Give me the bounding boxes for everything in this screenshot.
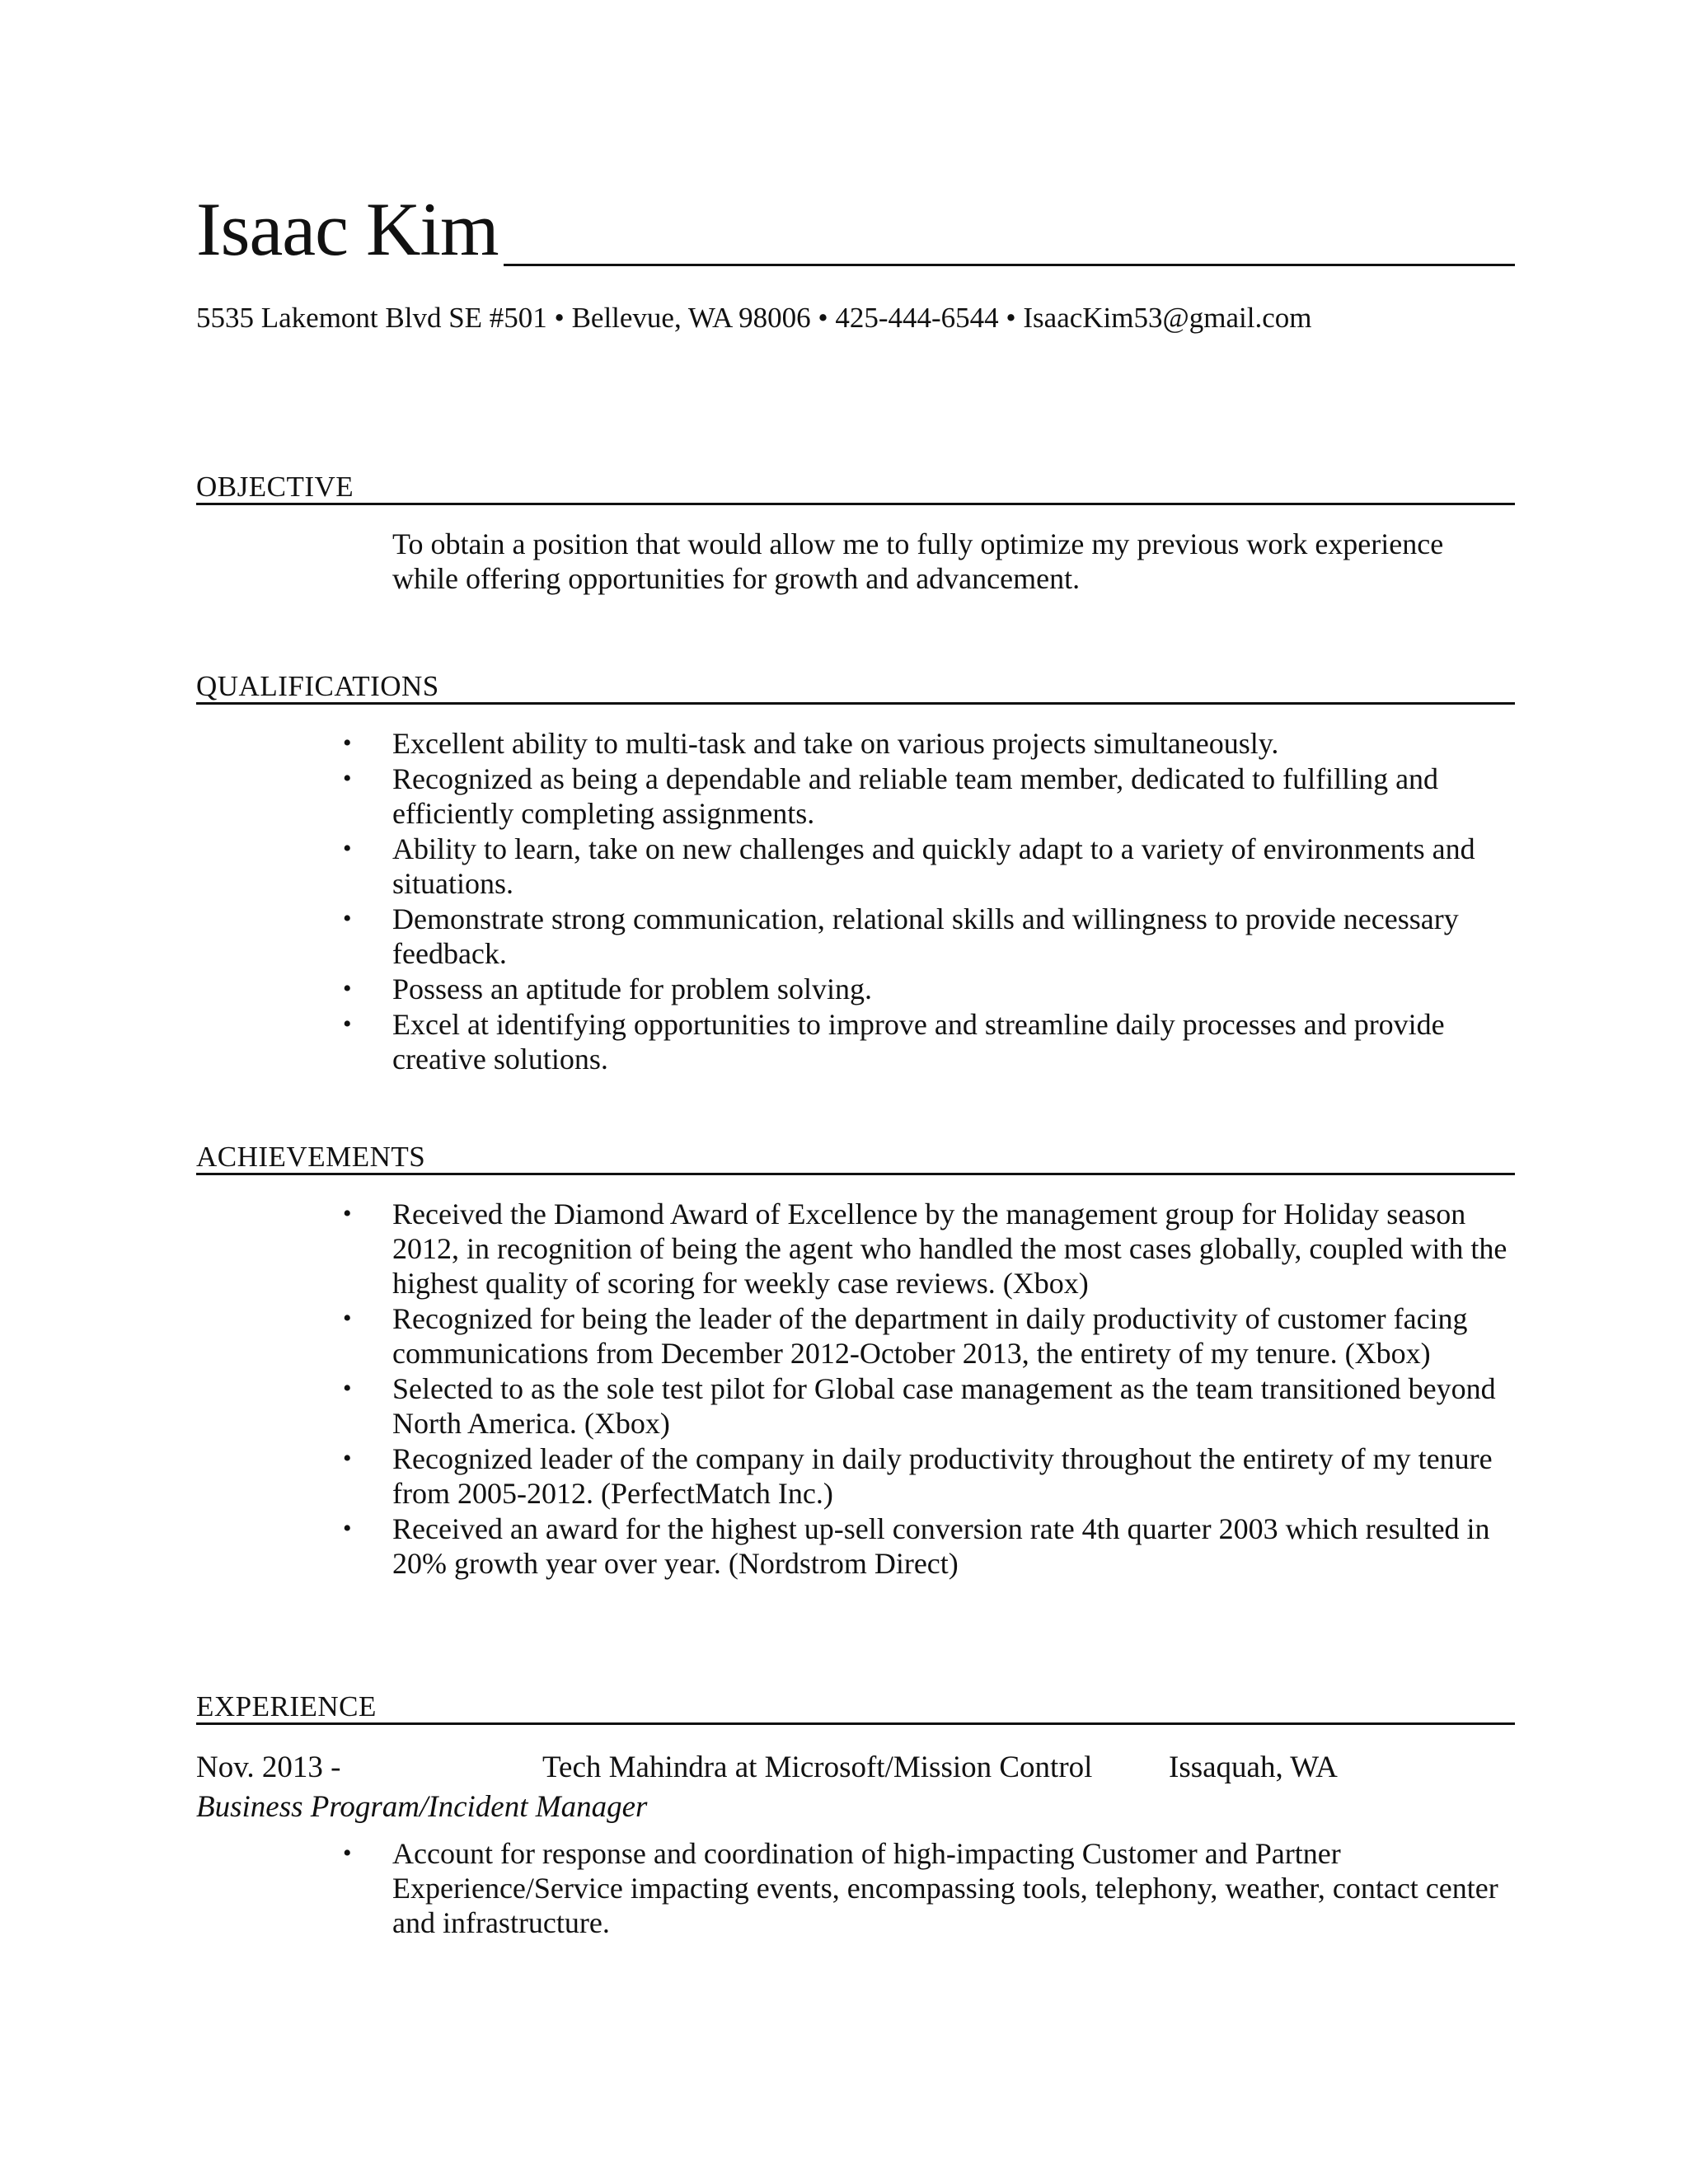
list-item: • Received an award for the highest up-sell conversion rate 4th quarter 2003 which resulted in 20% growth year over year. (Nordstrom Direct) xyxy=(343,1512,1490,1580)
job-company: Tech Mahindra at Microsoft/Mission Control xyxy=(542,1750,1093,1784)
list-item: • Account for response and coordination of high-impacting Customer and Partner Experience/Service impacting events, encompassing tools, telephony, weather, contact center and infrastructure. xyxy=(343,1837,1498,1939)
bullet-icon: • xyxy=(343,1010,352,1038)
job-header-row xyxy=(196,1750,1515,1789)
list-item: • Received the Diamond Award of Excellence by the management group for Holiday season 2012, in recognition of being the agent who handled the most cases globally, coupled with the highest quality of scoring for weekly case reviews. (Xbox) xyxy=(343,1197,1507,1300)
qualifications-heading: QUALIFICATIONS xyxy=(196,670,439,702)
bullet-icon: • xyxy=(343,1840,352,1867)
qualifications-heading-rule xyxy=(196,669,1515,705)
bullet-icon: • xyxy=(343,905,352,932)
list-item: • Recognized leader of the company in daily productivity throughout the entirety of my tenure from 2005-2012. (PerfectMatch Inc.) xyxy=(343,1442,1493,1510)
bullet-icon: • xyxy=(343,765,352,792)
list-item: • Recognized as being a dependable and reliable team member, dedicated to fulfilling and efficiently completing assignments. xyxy=(343,762,1439,830)
candidate-name: Isaac Kim xyxy=(196,191,504,267)
list-item: • Excel at identifying opportunities to improve and streamline daily processes and provide creative solutions. xyxy=(343,1008,1445,1076)
objective-heading-rule xyxy=(196,470,1515,505)
experience-heading: EXPERIENCE xyxy=(196,1690,377,1722)
achievements-section xyxy=(196,1140,1515,1582)
job-dates: Nov. 2013 - xyxy=(196,1750,341,1784)
qualifications-section xyxy=(196,669,1515,1077)
experience-heading-rule xyxy=(196,1690,1515,1725)
job-duties-list xyxy=(343,1836,1530,1940)
achievements-heading: ACHIEVEMENTS xyxy=(196,1141,426,1173)
bullet-icon: • xyxy=(343,1305,352,1332)
list-item: • Selected to as the sole test pilot for Global case management as the team transitioned beyond North America. (Xbox) xyxy=(343,1372,1496,1440)
contact-line: 5535 Lakemont Blvd SE #501 • Bellevue, WA 98006 • 425-444-6544 • IsaacKim53@gmail.com xyxy=(196,302,1312,334)
bullet-icon: • xyxy=(343,729,352,757)
achievements-list xyxy=(343,1197,1530,1581)
list-item: • Excellent ability to multi-task and take on various projects simultaneously. xyxy=(343,727,1279,760)
bullet-icon: • xyxy=(343,835,352,862)
objective-section xyxy=(196,470,1515,596)
list-item: • Recognized for being the leader of the department in daily productivity of customer facing communications from December 2012-October 2013, the entirety of my tenure. (Xbox) xyxy=(343,1302,1468,1370)
name-header xyxy=(196,187,1515,271)
achievements-heading-rule xyxy=(196,1140,1515,1175)
list-item: • Ability to learn, take on new challenges and quickly adapt to a variety of environments and situations. xyxy=(343,832,1475,900)
list-item: • Possess an aptitude for problem solving. xyxy=(343,972,872,1005)
bullet-icon: • xyxy=(343,1375,352,1402)
bullet-icon: • xyxy=(343,1445,352,1472)
objective-text: To obtain a position that would allow me to fully optimize my previous work experience while offering opportunities for growth and advancement. xyxy=(392,527,1444,595)
experience-section xyxy=(196,1690,1515,1941)
objective-heading: OBJECTIVE xyxy=(196,471,354,503)
bullet-icon: • xyxy=(343,1515,352,1542)
list-item: • Demonstrate strong communication, relational skills and willingness to provide necessary feedback. xyxy=(343,902,1459,970)
job-title: Business Program/Incident Manager xyxy=(196,1790,648,1824)
job-location: Issaquah, WA xyxy=(1169,1750,1338,1784)
bullet-icon: • xyxy=(343,975,352,1002)
qualifications-list xyxy=(343,726,1530,1076)
bullet-icon: • xyxy=(343,1200,352,1227)
